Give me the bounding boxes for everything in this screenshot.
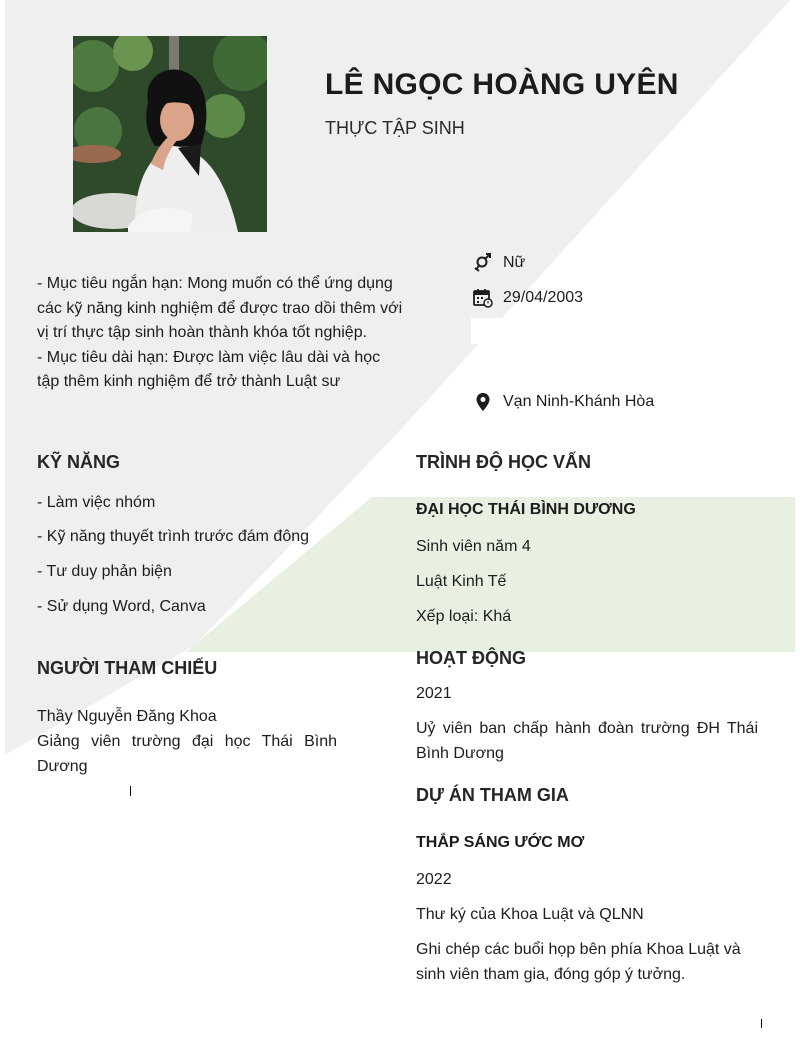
job-title: THỰC TẬP SINH (325, 118, 465, 138)
skill-item: - Làm việc nhóm (37, 494, 156, 511)
objective-long-term: - Mục tiêu dài hạn: Được làm việc lâu dài và học tập thêm kinh nghiệm để trở thành Luật sư (37, 348, 381, 390)
project-year: 2022 (416, 871, 452, 888)
calendar-icon (473, 288, 493, 308)
career-objective (37, 272, 405, 395)
references-heading: NGƯỜI THAM CHIẾU (37, 658, 218, 678)
address-value: Vạn Ninh-Khánh Hòa (503, 393, 655, 410)
stray-mark (130, 786, 131, 796)
major: Luật Kinh Tế (416, 573, 507, 590)
activity-description: Uỷ viên ban chấp hành đoàn trường ĐH Thái Bình Dương (416, 720, 758, 762)
reference-name: Thầy Nguyễn Đăng Khoa (37, 708, 217, 725)
skill-item: - Tư duy phản biện (37, 563, 172, 580)
stray-mark (761, 1019, 762, 1028)
contact-gender (473, 253, 525, 273)
gender-icon (473, 253, 493, 273)
project-description: Ghi chép các buổi họp bên phía Khoa Luật và sinh viên tham gia, đóng góp ý tưởng. (416, 941, 741, 983)
candidate-name: LÊ NGỌC HOÀNG UYÊN (325, 68, 679, 101)
school-name: ĐẠI HỌC THÁI BÌNH DƯƠNG (416, 501, 636, 518)
contact-birthday (473, 288, 583, 308)
study-year: Sinh viên năm 4 (416, 538, 531, 555)
gender-value: Nữ (503, 254, 526, 271)
skill-item: - Sử dụng Word, Canva (37, 598, 206, 615)
objective-short-term: - Mục tiêu ngắn hạn: Mong muốn có thể ứng dụng các kỹ năng kinh nghiệm để được trao dồi thêm với vị trí thực tập sinh hoàn thành khóa tốt nghiệp. (37, 275, 403, 341)
birthday-value: 29/04/2003 (503, 289, 584, 306)
project-name: THẮP SÁNG ƯỚC MƠ (416, 834, 585, 851)
activities-heading: HOẠT ĐỘNG (416, 648, 526, 668)
grade: Xếp loại: Khá (416, 608, 512, 625)
contact-address (473, 392, 654, 412)
skill-item: - Kỹ năng thuyết trình trước đám đông (37, 528, 310, 545)
blank-contact-placeholder (471, 318, 505, 344)
reference-position: Giảng viên trường đại học Thái Bình Dương (37, 733, 337, 775)
projects-heading: DỰ ÁN THAM GIA (416, 785, 569, 805)
location-pin-icon (473, 392, 493, 412)
skills-heading: KỸ NĂNG (37, 452, 121, 472)
project-role: Thư ký của Khoa Luật và QLNN (416, 906, 644, 923)
profile-photo (73, 36, 267, 232)
activity-year: 2021 (416, 685, 452, 702)
education-heading: TRÌNH ĐỘ HỌC VẤN (416, 452, 591, 472)
